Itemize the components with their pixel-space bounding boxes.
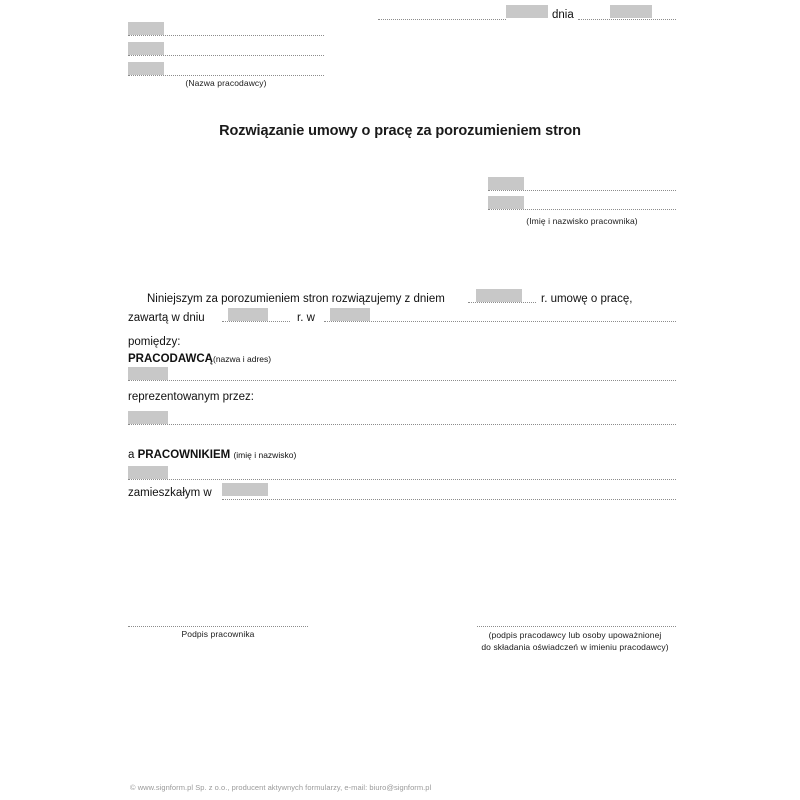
- worker-party-label: [128, 449, 296, 461]
- worker-signature-rule: [128, 626, 308, 627]
- termination-date-rule: [468, 302, 536, 303]
- header-date-input[interactable]: [610, 5, 652, 18]
- employer-party-title: PRACODAWCĄ: [128, 353, 213, 365]
- employer-signature-rule: [477, 626, 676, 627]
- worker-details-rule: [128, 479, 676, 480]
- employer-party-hint: (nazwa i adres): [212, 354, 272, 364]
- worker-name-rule-1: [488, 190, 676, 191]
- employer-name-rule-1: [128, 35, 324, 36]
- contract-place-label: r. w: [297, 312, 315, 324]
- represented-by-rule: [128, 424, 676, 425]
- employer-name-rule-2: [128, 55, 324, 56]
- worker-name-input-1[interactable]: [488, 177, 524, 190]
- page-title: Rozwiązanie umowy o pracę za porozumieniem stron: [219, 123, 581, 139]
- contract-date-input[interactable]: [228, 308, 268, 321]
- represented-by-label: reprezentowanym przez:: [128, 391, 254, 403]
- termination-sentence-prefix: Niniejszym za porozumieniem stron rozwiązujemy z dniem: [147, 293, 445, 305]
- worker-address-rule: [222, 499, 676, 500]
- between-label: pomiędzy:: [128, 336, 181, 348]
- represented-by-input[interactable]: [128, 411, 168, 424]
- worker-address-label: zamieszkałym w: [128, 487, 212, 499]
- employer-party-label: [128, 353, 271, 365]
- header-place-input[interactable]: [506, 5, 548, 18]
- worker-party-title: PRACOWNIKIEM: [137, 449, 231, 461]
- employer-details-input[interactable]: [128, 367, 168, 380]
- worker-details-input[interactable]: [128, 466, 168, 479]
- employer-signature-label: [450, 629, 700, 653]
- worker-party-hint: (imię i nazwisko): [233, 450, 297, 460]
- worker-signature-label: Podpis pracownika: [181, 629, 255, 639]
- worker-party-prefix: a: [128, 449, 135, 461]
- header-date-rule: [578, 19, 676, 20]
- employer-details-rule: [128, 380, 676, 381]
- header-dnia-label: dnia: [552, 9, 574, 21]
- contract-place-input[interactable]: [330, 308, 370, 321]
- worker-name-caption: (Imię i nazwisko pracownika): [526, 216, 638, 226]
- termination-sentence-suffix: r. umowę o pracę,: [541, 293, 633, 305]
- contract-place-rule: [324, 321, 676, 322]
- worker-name-rule-2: [488, 209, 676, 210]
- employer-name-rule-3: [128, 75, 324, 76]
- employer-name-input-3[interactable]: [128, 62, 164, 75]
- employer-name-input-2[interactable]: [128, 42, 164, 55]
- contract-date-rule: [222, 321, 290, 322]
- contract-date-label: zawartą w dniu: [128, 312, 205, 324]
- employer-signature-label-line1: (podpis pracodawcy lub osoby upoważnionej: [488, 630, 662, 640]
- worker-name-input-2[interactable]: [488, 196, 524, 209]
- employer-signature-label-line2: do składania oświadczeń w imieniu pracodawcy): [481, 642, 669, 652]
- termination-date-input[interactable]: [476, 289, 522, 302]
- footer-credit: © www.signform.pl Sp. z o.o., producent aktywnych formularzy, e-mail: biuro@signform.pl: [130, 783, 432, 792]
- worker-address-input[interactable]: [222, 483, 268, 496]
- header-place-rule: [378, 19, 506, 20]
- employer-name-caption: (Nazwa pracodawcy): [185, 78, 267, 88]
- employer-name-input-1[interactable]: [128, 22, 164, 35]
